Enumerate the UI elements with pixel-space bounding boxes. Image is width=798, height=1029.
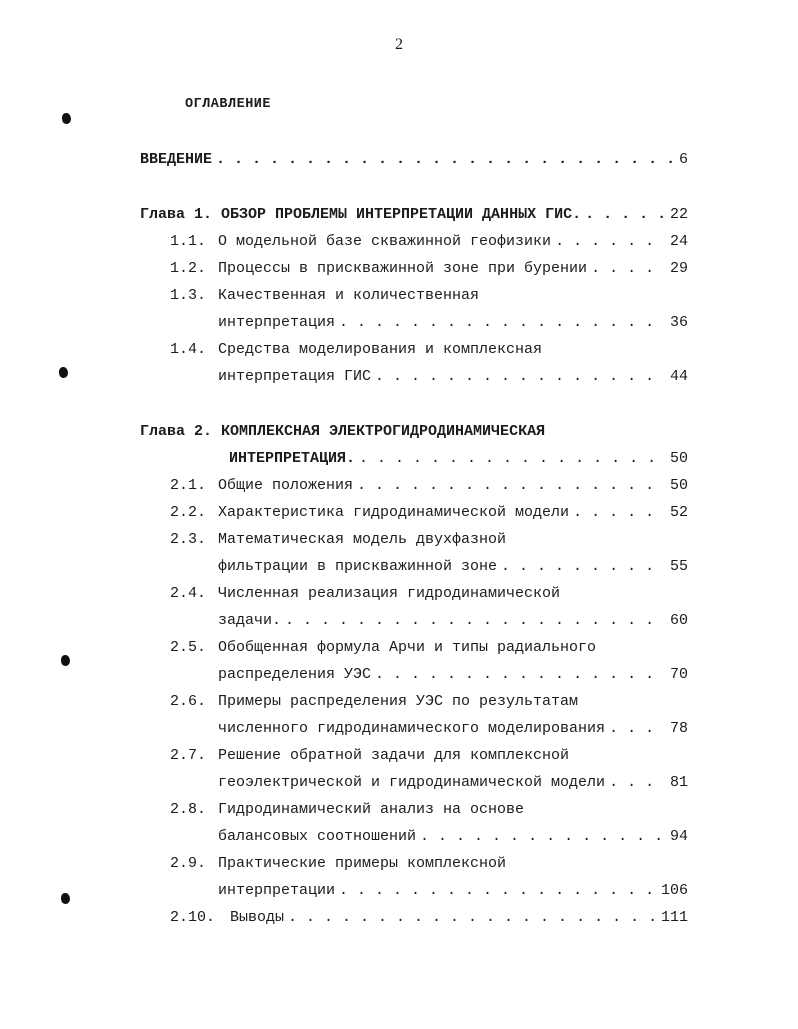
dot-leader xyxy=(281,611,666,631)
toc-page-number: 50 xyxy=(669,477,688,494)
toc-entry-2-6-cont[interactable] xyxy=(218,719,688,739)
toc-entry-1-4-cont[interactable] xyxy=(218,367,688,387)
toc-entry-title-cont: геоэлектрической и гидродинамической модели xyxy=(218,774,606,791)
dot-leader xyxy=(587,259,666,279)
toc-section-number: 2.7. xyxy=(170,747,207,764)
toc-chapter-prefix: Глава 2. xyxy=(140,423,213,440)
toc-page-number: 22 xyxy=(669,206,688,223)
toc-entry-2-2[interactable] xyxy=(170,503,688,523)
toc-page-number: 106 xyxy=(660,882,688,899)
toc-entry-1-4[interactable] xyxy=(170,340,688,360)
toc-entry-title: ОБЗОР ПРОБЛЕМЫ ИНТЕРПРЕТАЦИИ ДАННЫХ ГИС. xyxy=(221,206,582,223)
toc-page-number: 44 xyxy=(669,368,688,385)
toc-section-number: 1.3. xyxy=(170,287,207,304)
toc-entry-title-cont: интерпретация ГИС xyxy=(218,368,372,385)
toc-entry-2-10[interactable] xyxy=(170,908,688,928)
dot-leader xyxy=(335,881,657,901)
toc-entry-title: Общие положения xyxy=(218,477,354,494)
toc-entry-1-3-cont[interactable] xyxy=(218,313,688,333)
toc-page-number: 50 xyxy=(669,450,688,467)
scan-mark xyxy=(62,113,71,124)
toc-section-number: 2.9. xyxy=(170,855,207,872)
toc-entry-chapter-2[interactable] xyxy=(140,422,688,442)
toc-section-number: 2.5. xyxy=(170,639,207,656)
toc-entry-title: Гидродинамический анализ на основе xyxy=(218,801,525,818)
toc-section-number: 2.10. xyxy=(170,909,216,926)
toc-page-number: 78 xyxy=(669,720,688,737)
toc-entry-title: Средства моделирования и комплексная xyxy=(218,341,543,358)
dot-leader xyxy=(353,476,666,496)
toc-entry-title: Практические примеры комплексной xyxy=(218,855,507,872)
scan-mark xyxy=(59,367,68,378)
toc-chapter-prefix: Глава 1. xyxy=(140,206,213,223)
toc-entry-1-2[interactable] xyxy=(170,259,688,279)
scan-mark xyxy=(61,655,70,666)
toc-page-number: 52 xyxy=(669,504,688,521)
dot-leader xyxy=(569,503,666,523)
toc-entry-chapter-1[interactable] xyxy=(140,205,688,225)
toc-entry-title-cont: ИНТЕРПРЕТАЦИЯ. xyxy=(229,450,356,467)
dot-leader xyxy=(605,719,666,739)
toc-entry-2-4-cont[interactable] xyxy=(218,611,688,631)
toc-section-number: 1.4. xyxy=(170,341,207,358)
dot-leader xyxy=(355,449,666,469)
toc-entry-2-3-cont[interactable] xyxy=(218,557,688,577)
toc-section-number: 2.2. xyxy=(170,504,207,521)
toc-entry-title-cont: балансовых соотношений xyxy=(218,828,417,845)
toc-entry-chapter-2-cont[interactable] xyxy=(229,449,688,469)
toc-entry-2-1[interactable] xyxy=(170,476,688,496)
toc-page-number: 55 xyxy=(669,558,688,575)
dot-leader xyxy=(416,827,666,847)
toc-entry-2-5[interactable] xyxy=(170,638,688,658)
toc-heading: ОГЛАВЛЕНИЕ xyxy=(185,97,272,112)
toc-entry-title: Характеристика гидродинамической модели xyxy=(218,504,570,521)
dot-leader xyxy=(335,313,666,333)
dot-leader xyxy=(581,205,666,225)
toc-section-number: 2.4. xyxy=(170,585,207,602)
toc-entry-2-9[interactable] xyxy=(170,854,688,874)
toc-entry-title-cont: интерпретация xyxy=(218,314,336,331)
toc-page-number: 6 xyxy=(678,151,688,168)
toc-entry-1-1[interactable] xyxy=(170,232,688,252)
dot-leader xyxy=(605,773,666,793)
toc-entry-2-7[interactable] xyxy=(170,746,688,766)
toc-entry-title-cont: интерпретации xyxy=(218,882,336,899)
toc-entry-2-5-cont[interactable] xyxy=(218,665,688,685)
toc-section-number: 2.8. xyxy=(170,801,207,818)
toc-entry-2-4[interactable] xyxy=(170,584,688,604)
dot-leader xyxy=(551,232,666,252)
toc-entry-title-cont: распределения УЭС xyxy=(218,666,372,683)
toc-entry-1-3[interactable] xyxy=(170,286,688,306)
toc-page-number: 24 xyxy=(669,233,688,250)
toc-entry-2-3[interactable] xyxy=(170,530,688,550)
toc-page-number: 60 xyxy=(669,612,688,629)
toc-entry-title: ВВЕДЕНИЕ xyxy=(140,151,213,168)
toc-entry-2-9-cont[interactable] xyxy=(218,881,688,901)
scan-mark xyxy=(61,893,70,904)
toc-entry-title: Качественная и количественная xyxy=(218,287,480,304)
dot-leader xyxy=(497,557,666,577)
toc-entry-title: Обобщенная формула Арчи и типы радиального xyxy=(218,639,597,656)
toc-section-number: 1.2. xyxy=(170,260,207,277)
page-number: 2 xyxy=(395,36,403,53)
dot-leader xyxy=(371,665,666,685)
toc-entry-2-6[interactable] xyxy=(170,692,688,712)
dot-leader xyxy=(212,150,675,170)
toc-page-number: 29 xyxy=(669,260,688,277)
toc-entry-title: О модельной базе скважинной геофизики xyxy=(218,233,552,250)
toc-section-number: 2.1. xyxy=(170,477,207,494)
toc-entry-title-cont: фильтрации в прискважинной зоне xyxy=(218,558,498,575)
toc-entry-2-8-cont[interactable] xyxy=(218,827,688,847)
toc-section-number: 2.3. xyxy=(170,531,207,548)
toc-entry-2-8[interactable] xyxy=(170,800,688,820)
dot-leader xyxy=(371,367,666,387)
toc-entry-title: Численная реализация гидродинамической xyxy=(218,585,561,602)
toc-entry-title: Примеры распределения УЭС по результатам xyxy=(218,693,579,710)
toc-entry-title: Выводы xyxy=(230,909,285,926)
toc-entry-title-cont: численного гидродинамического моделирования xyxy=(218,720,606,737)
toc-entry-intro[interactable] xyxy=(140,150,688,170)
toc-section-number: 1.1. xyxy=(170,233,207,250)
toc-entry-title-cont: задачи. xyxy=(218,612,282,629)
toc-page-number: 36 xyxy=(669,314,688,331)
toc-entry-title: Процессы в прискважинной зоне при бурении xyxy=(218,260,588,277)
toc-section-number: 2.6. xyxy=(170,693,207,710)
toc-page-number: 70 xyxy=(669,666,688,683)
toc-entry-title: Математическая модель двухфазной xyxy=(218,531,507,548)
toc-entry-title: Решение обратной задачи для комплексной xyxy=(218,747,570,764)
toc-entry-2-7-cont[interactable] xyxy=(218,773,688,793)
toc-entry-title: КОМПЛЕКСНАЯ ЭЛЕКТРОГИДРОДИНАМИЧЕСКАЯ xyxy=(221,423,546,440)
toc-page-number: 81 xyxy=(669,774,688,791)
dot-leader xyxy=(284,908,657,928)
toc-page-number: 94 xyxy=(669,828,688,845)
toc-page-number: 111 xyxy=(660,909,688,926)
